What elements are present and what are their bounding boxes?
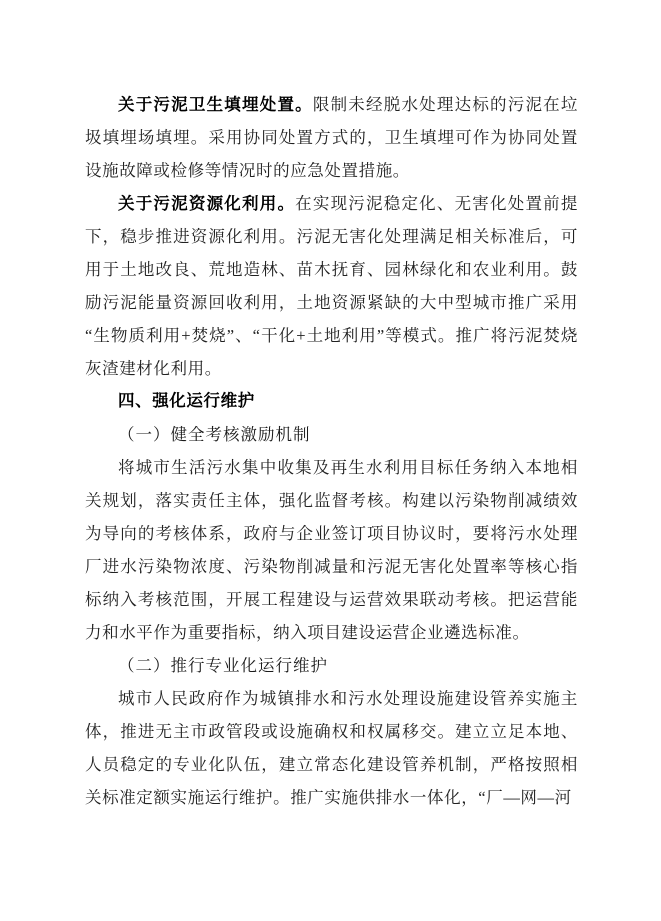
- paragraph-assessment-incentive: [85, 451, 578, 649]
- paragraph-sludge-resource-use: [85, 187, 578, 385]
- paragraph-lead: 关于污泥卫生填埋处置。: [118, 95, 313, 114]
- paragraph-text: 将城市生活污水集中收集及再生水利用目标任务纳入本地相关规划，落实责任主体，强化监督考核。构建以污染物削减绩效为导向的考核体系，政府与企业签订项目协议时，要将污水处理厂进水污染物浓度、污染物削减量和污泥无害化处置率等核心指标纳入考核范围，开展工程建设与运营效果联动考核。把运营能力和水平作为重要指标，纳入项目建设运营企业遴选标准。: [85, 458, 578, 642]
- paragraph-text: 限制未经脱水处理达标的污泥在垃圾填埋场填埋。采用协同处置方式的，卫生填埋可作为协同处置设施故障或检修等情况时的应急处置措施。: [85, 95, 578, 180]
- section-heading-4: 四、强化运行维护: [118, 392, 255, 410]
- sub-heading-4-2: （二）推行专业化运行维护: [118, 656, 328, 675]
- paragraph-text: 城市人民政府作为城镇排水和污水处理设施建设管养实施主体，推进无主市政管段或设施确权和权属移交。建立立足本地、人员稳定的专业化队伍，建立常态化建设管养机制，严格按照相关标准定额实施运行维护。推广实施供排水一体化，“厂—网—河: [85, 689, 578, 807]
- paragraph-sludge-landfill: [85, 88, 578, 187]
- paragraph-text: 在实现污泥稳定化、无害化处置前提下，稳步推进资源化利用。污泥无害化处理满足相关标准后，可用于土地改良、荒地造林、苗木抚育、园林绿化和农业利用。鼓励污泥能量资源回收利用，土地资源紧缺的大中型城市推广采用“生物质利用+焚烧”、“干化+土地利用”等模式。推广将污泥焚烧灰渣建材化利用。: [85, 194, 578, 378]
- document-body: [85, 88, 578, 814]
- paragraph-professional-maintenance: [85, 682, 578, 814]
- paragraph-lead: 关于污泥资源化利用。: [118, 194, 296, 213]
- sub-heading-4-1: （一）健全考核激励机制: [118, 425, 311, 444]
